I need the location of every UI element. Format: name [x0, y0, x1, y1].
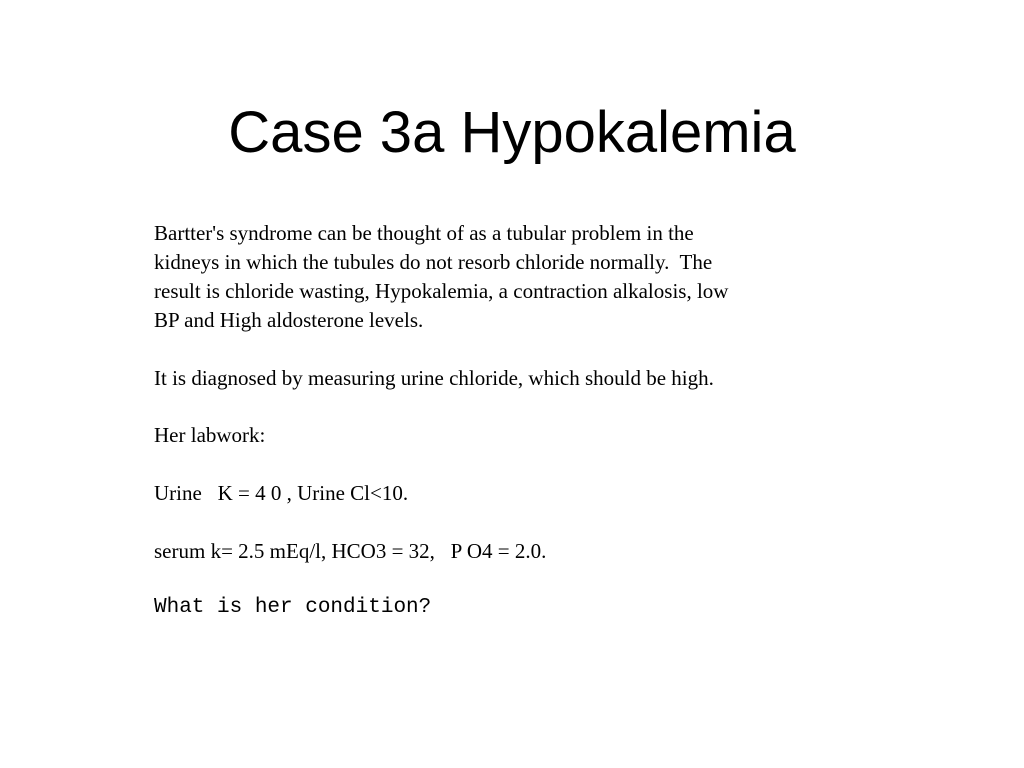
- description-line-3: result is chloride wasting, Hypokalemia, a contraction alkalosis, low: [154, 279, 729, 303]
- description-line-2: kidneys in which the tubules do not resorb chloride normally. The: [154, 250, 713, 274]
- serum-labs: serum k= 2.5 mEq/l, HCO3 = 32, P O4 = 2.0.: [154, 539, 547, 563]
- bartter-description: [154, 219, 854, 335]
- description-line-1: Bartter's syndrome can be thought of as a tubular problem in the: [154, 221, 694, 245]
- slide-title: Case 3a Hypokalemia: [228, 100, 796, 165]
- urine-labs: Urine K = 4 0 , Urine Cl<10.: [154, 481, 409, 505]
- description-line-4: BP and High aldosterone levels.: [154, 308, 424, 332]
- labwork-heading: Her labwork:: [154, 423, 266, 447]
- diagnosis-text: It is diagnosed by measuring urine chloride, which should be high.: [154, 366, 714, 390]
- condition-question: What is her condition?: [154, 596, 432, 619]
